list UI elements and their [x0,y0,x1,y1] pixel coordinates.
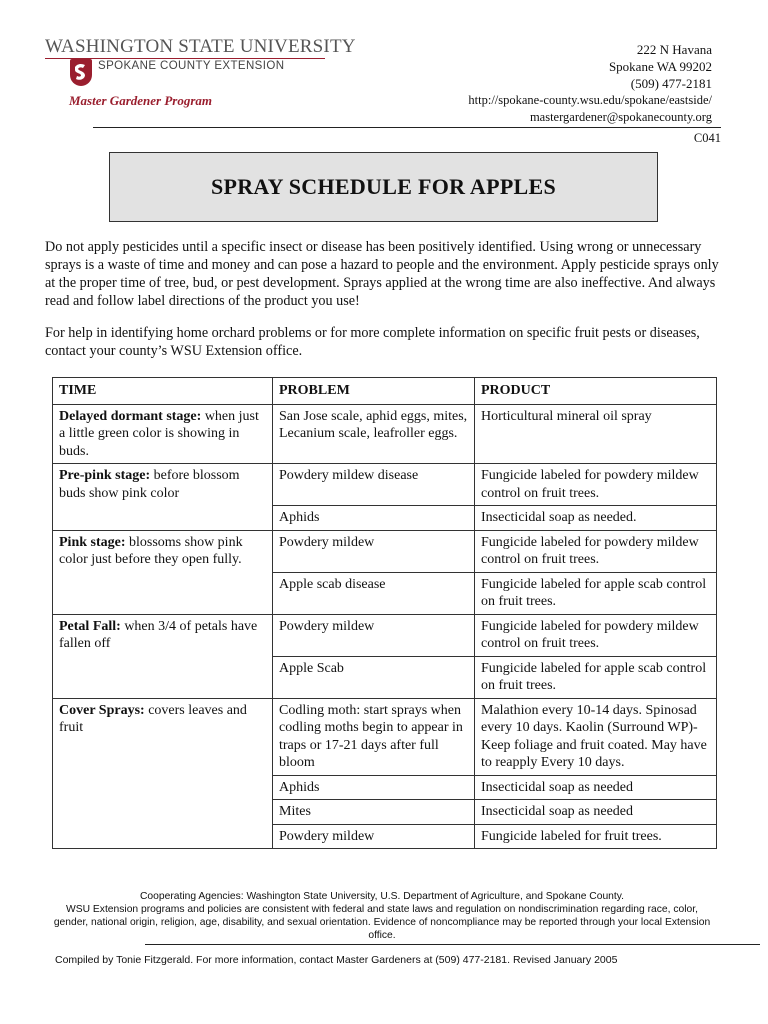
stage-description: when 3/4 of petals have fallen off [59,618,258,651]
stage-description: covers leaves and fruit [59,702,247,735]
product-cell: Fungicide labeled for apple scab control on fruit trees. [475,572,717,614]
problem-cell: Powdery mildew [273,824,475,849]
university-wordmark: WASHINGTON STATE UNIVERSITY [45,36,356,57]
stage-name: Pre-pink stage: [59,468,151,483]
intro-paragraph: Do not apply pesticides until a specific insect or disease has been positively identified. Using wrong or unnecessary sprays is a waste of time and money and can pose a hazard to people and the environment. Apply pesticide sprays only at the proper time of tree, bud, or pest development. Sprays applied at the wrong time are also ineffective. And always read and follow label directions of the product you use! [45,239,719,309]
product-cell: Fungicide labeled for powdery mildew control on fruit trees. [475,614,717,656]
stage-cell [53,404,273,464]
footer-notice [52,890,712,942]
stage-name: Cover Sprays: [59,702,145,718]
problem-cell: Powdery mildew [273,530,475,572]
spray-schedule-table [52,377,717,849]
nondiscrimination-statement: WSU Extension programs and policies are consistent with federal and state laws and regulation on nondiscrimination regarding race, color, gender, national origin, religion, age, disability, and sexual orientation. Evidence of noncompliance may be reported through your local Extension office. [53,904,711,941]
table-row [53,404,717,464]
email-link[interactable]: mastergardener@spokanecounty.org [529,110,712,124]
stage-description: when just a little green color is showing in buds. [59,408,259,459]
product-cell: Horticultural mineral oil spray [475,404,717,464]
product-cell: Insecticidal soap as needed. [475,506,717,531]
stage-cell [53,530,273,614]
problem-cell: Powdery mildew [273,614,475,656]
table-row [53,530,717,572]
document-code: C041 [693,131,721,145]
product-cell: Fungicide labeled for apple scab control on fruit trees. [475,656,717,698]
help-paragraph: For help in identifying home orchard problems or for more complete information on specific fruit pests or diseases, contact your county’s WSU Extension office. [45,325,700,359]
stage-description: before blossom buds show pink color [59,468,240,501]
stage-name: Pink stage: [59,534,126,550]
problem-cell: Aphids [273,506,475,531]
problem-cell: Apple scab disease [273,572,475,614]
problem-cell: Powdery mildew disease [273,464,475,506]
website-link[interactable]: http://spokane-county.wsu.edu/spokane/eastside/ [468,93,712,107]
problem-cell: Apple Scab [273,656,475,698]
table-row [53,464,717,506]
program-name: Master Gardener Program [69,93,213,108]
phone: (509) 477-2181 [630,76,712,91]
problem-cell: San Jose scale, aphid eggs, mites, Lecanium scale, leafroller eggs. [273,404,475,464]
table-header-row [53,378,717,405]
extension-name: SPOKANE COUNTY EXTENSION [98,60,285,72]
stage-description: blossoms show pink color just before they open fully. [59,534,243,567]
table-row [53,698,717,775]
stage-cell [53,614,273,698]
city: Spokane WA 99202 [608,59,712,74]
product-cell: Fungicide labeled for fruit trees. [475,824,717,849]
header-product: PRODUCT [475,378,717,405]
header-divider [93,127,721,128]
problem-cell: Mites [273,800,475,825]
header-time: TIME [53,378,273,405]
contact-block [392,41,712,126]
stage-name: Petal Fall: [59,618,121,634]
page-title: SPRAY SCHEDULE FOR APPLES [210,174,557,199]
stage-cell [53,698,273,849]
compiled-by: Compiled by Tonie Fitzgerald. For more information, contact Master Gardeners at (509) 477-2181. Revised January 2005 [55,954,618,966]
cooperating-agencies: Cooperating Agencies: Washington State University, U.S. Department of Agriculture, and Spokane County. [139,891,625,902]
problem-cell: Aphids [273,775,475,800]
problem-cell: Codling moth: start sprays when codling moths begin to appear in traps or 17-21 days after full bloom [273,698,475,775]
address: 222 N Havana [636,42,712,57]
product-cell: Fungicide labeled for powdery mildew control on fruit trees. [475,464,717,506]
title-box [109,152,658,222]
stage-cell [53,464,273,531]
table-row [53,614,717,656]
product-cell: Fungicide labeled for powdery mildew control on fruit trees. [475,530,717,572]
header-problem: PROBLEM [273,378,475,405]
product-cell: Insecticidal soap as needed [475,775,717,800]
stage-name: Delayed dormant stage: [59,408,202,424]
product-cell: Malathion every 10-14 days. Spinosad every 10 days. Kaolin (Surround WP)-Keep foliage and fruit coated. May have to reapply Every 10 days. [475,698,717,775]
wsu-seal-icon [70,59,92,86]
product-cell: Insecticidal soap as needed [475,800,717,825]
footer-divider [145,944,760,945]
